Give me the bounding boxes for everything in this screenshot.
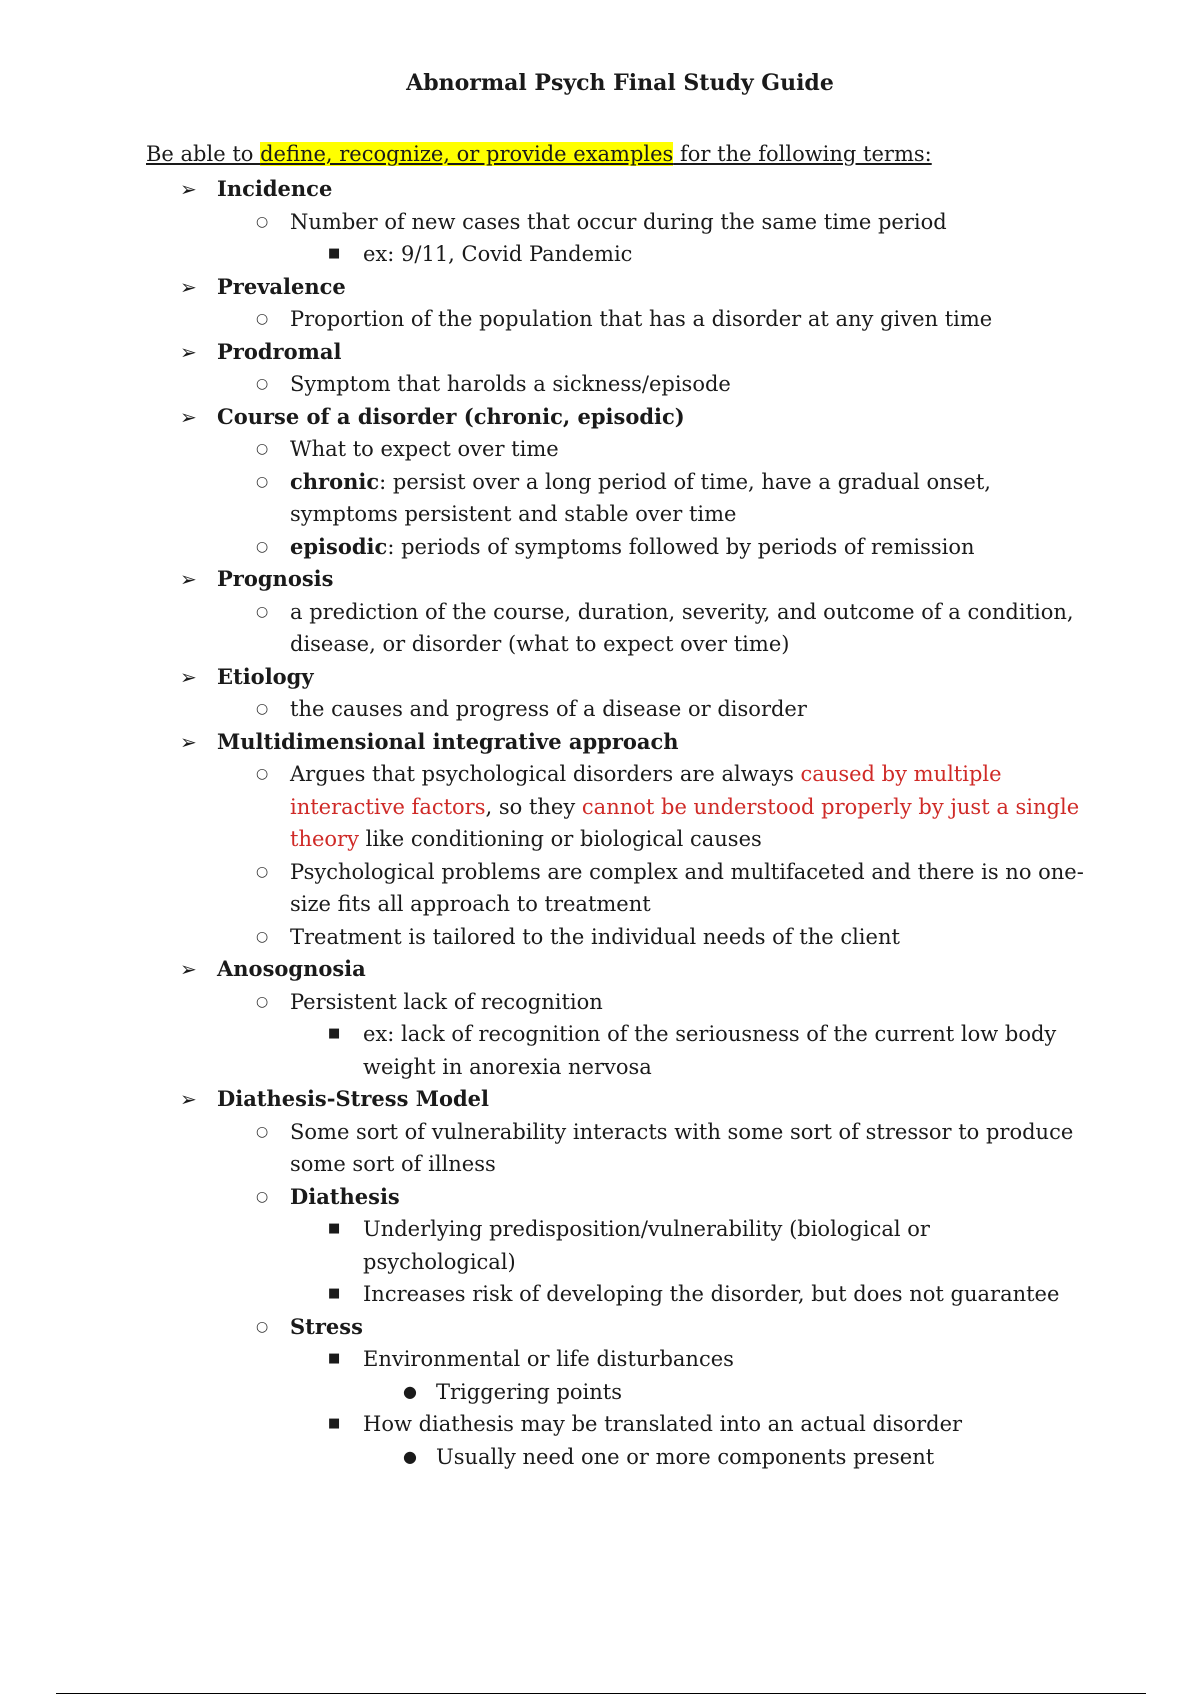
term-label: Etiology: [217, 663, 314, 689]
definition-item: [256, 206, 1090, 271]
stress-subpoint: [403, 1441, 1083, 1474]
term-prognosis: [0, 563, 1200, 661]
hollow-circle-bullet-icon: ○: [256, 863, 269, 880]
filled-circle-bullet-icon: ●: [403, 1446, 417, 1466]
filled-square-bullet-icon: ■: [328, 1286, 341, 1301]
hollow-circle-bullet-icon: ○: [256, 1318, 269, 1335]
emphasis-red-1: caused by multiple interactive factors: [290, 762, 1002, 819]
definition-item: [256, 596, 1090, 661]
stress-label: Stress: [290, 1313, 363, 1339]
term-prevalence: [0, 271, 1200, 336]
arrowhead-bullet-icon: ➢: [180, 1087, 197, 1111]
definition-item: [256, 921, 1090, 954]
arrowhead-bullet-icon: ➢: [180, 664, 197, 689]
term-course: [0, 401, 1200, 564]
filled-square-bullet-icon: ■: [328, 1026, 341, 1041]
stress-item: [256, 1311, 1090, 1474]
document-title: Abnormal Psych Final Study Guide: [406, 70, 834, 96]
hollow-circle-bullet-icon: ○: [256, 1123, 269, 1140]
definition-text: Number of new cases that occur during the same time period: [290, 209, 947, 234]
term-etiology: [0, 661, 1200, 726]
definition-text: What to expect over time: [290, 437, 559, 461]
term-label: Incidence: [217, 176, 333, 201]
hollow-circle-bullet-icon: ○: [256, 538, 269, 555]
episodic-term: episodic: [290, 533, 388, 559]
arrowhead-bullet-icon: ➢: [180, 567, 197, 591]
arrowhead-bullet-icon: ➢: [180, 339, 197, 364]
terms-list: [0, 173, 1200, 1473]
term-diathesis-stress: [0, 1083, 1200, 1473]
intro-line: [146, 142, 932, 166]
stress-point-text: How diathesis may be translated into an actual disorder: [363, 1412, 963, 1436]
filled-square-bullet-icon: ■: [328, 1221, 341, 1236]
definition-text: Psychological problems are complex and multifaceted and there is no one-size fits all approach to treatment: [290, 859, 1084, 916]
definition-item: [256, 433, 1090, 466]
stress-point: [328, 1408, 1083, 1473]
term-label: Prevalence: [217, 273, 346, 299]
filled-square-bullet-icon: ■: [328, 1416, 341, 1431]
definition-text: Symptom that harolds a sickness/episode: [290, 372, 731, 396]
definition-text: Persistent lack of recognition: [290, 989, 603, 1014]
hollow-circle-bullet-icon: ○: [256, 701, 269, 717]
stress-point-text: Environmental or life disturbances: [363, 1347, 734, 1371]
definition-item: [256, 758, 1090, 856]
bottom-rule: [56, 1693, 1146, 1694]
term-label: Diathesis-Stress Model: [217, 1086, 489, 1111]
hollow-circle-bullet-icon: ○: [256, 1188, 269, 1205]
hollow-circle-bullet-icon: ○: [256, 603, 269, 620]
hollow-circle-bullet-icon: ○: [256, 213, 269, 230]
filled-square-bullet-icon: ■: [328, 246, 341, 261]
arrowhead-bullet-icon: ➢: [180, 957, 197, 981]
example-text: ex: 9/11, Covid Pandemic: [363, 242, 633, 266]
definition-text-a: Argues that psychological disorders are always: [290, 762, 801, 786]
term-label: Prognosis: [217, 566, 334, 591]
emphasis-red-2: cannot be understood properly by just a single theory: [290, 794, 1080, 851]
diathesis-point-text: Increases risk of developing the disorder, but does not guarantee: [363, 1282, 1060, 1306]
diathesis-item: [256, 1181, 1090, 1311]
arrowhead-bullet-icon: ➢: [180, 177, 197, 201]
hollow-circle-bullet-icon: ○: [256, 311, 269, 327]
chronic-definition: : persist over a long period of time, have a gradual onset, symptoms persistent and stable over time: [290, 469, 991, 526]
intro-highlight: define, recognize, or provide examples: [260, 142, 674, 166]
hollow-circle-bullet-icon: ○: [256, 993, 269, 1010]
definition-text-b: , so they: [485, 794, 582, 819]
term-multidimensional: [0, 726, 1200, 954]
stress-subpoint-text: Usually need one or more components present: [436, 1444, 935, 1469]
definition-text: the causes and progress of a disease or disorder: [290, 697, 807, 721]
example-item: [328, 238, 1083, 271]
term-prodromal: [0, 336, 1200, 401]
stress-point: [328, 1343, 1083, 1408]
term-label: Multidimensional integrative approach: [217, 728, 679, 754]
hollow-circle-bullet-icon: ○: [256, 928, 269, 945]
definition-item: [256, 693, 1090, 726]
arrowhead-bullet-icon: ➢: [180, 729, 197, 754]
hollow-circle-bullet-icon: ○: [256, 766, 269, 782]
stress-subpoint: [403, 1376, 1083, 1409]
definition-item: [256, 368, 1090, 401]
arrowhead-bullet-icon: ➢: [180, 404, 197, 429]
episodic-item: [256, 531, 1090, 564]
definition-item: [256, 1116, 1090, 1181]
term-label: Prodromal: [217, 338, 342, 364]
definition-text: Some sort of vulnerability interacts with some sort of stressor to produce some sort of illness: [290, 1119, 1074, 1176]
intro-after: for the following terms:: [673, 142, 932, 166]
filled-circle-bullet-icon: ●: [403, 1381, 417, 1401]
arrowhead-bullet-icon: ➢: [180, 274, 197, 299]
term-incidence: [0, 173, 1200, 271]
hollow-circle-bullet-icon: ○: [256, 473, 269, 490]
chronic-term: chronic: [290, 468, 380, 494]
term-label: Anosognosia: [217, 956, 366, 981]
definition-item: [256, 856, 1090, 921]
example-item: [328, 1018, 1083, 1083]
hollow-circle-bullet-icon: ○: [256, 376, 269, 392]
diathesis-point: [328, 1278, 1083, 1311]
term-anosognosia: [0, 953, 1200, 1083]
diathesis-point-text: Underlying predisposition/vulnerability (biological or psychological): [363, 1217, 930, 1274]
definition-text: Proportion of the population that has a disorder at any given time: [290, 307, 993, 331]
episodic-definition: : periods of symptoms followed by periods of remission: [387, 534, 975, 559]
diathesis-point: [328, 1213, 1083, 1278]
filled-square-bullet-icon: ■: [328, 1351, 341, 1366]
intro-before: Be able to: [146, 142, 261, 166]
definition-text-c: like conditioning or biological causes: [358, 827, 762, 851]
example-text: ex: lack of recognition of the seriousness of the current low body weight in anorexia nervosa: [363, 1022, 1057, 1079]
definition-text: Treatment is tailored to the individual needs of the client: [290, 924, 900, 949]
definition-text: a prediction of the course, duration, severity, and outcome of a condition, disease, or disorder (what to expect over time): [290, 599, 1074, 656]
chronic-item: [256, 466, 1090, 531]
definition-item: [256, 986, 1090, 1084]
diathesis-label: Diathesis: [290, 1183, 400, 1209]
stress-subpoint-text: Triggering points: [436, 1379, 623, 1404]
hollow-circle-bullet-icon: ○: [256, 441, 269, 457]
definition-item: [256, 303, 1090, 336]
term-label: Course of a disorder (chronic, episodic): [217, 403, 685, 429]
